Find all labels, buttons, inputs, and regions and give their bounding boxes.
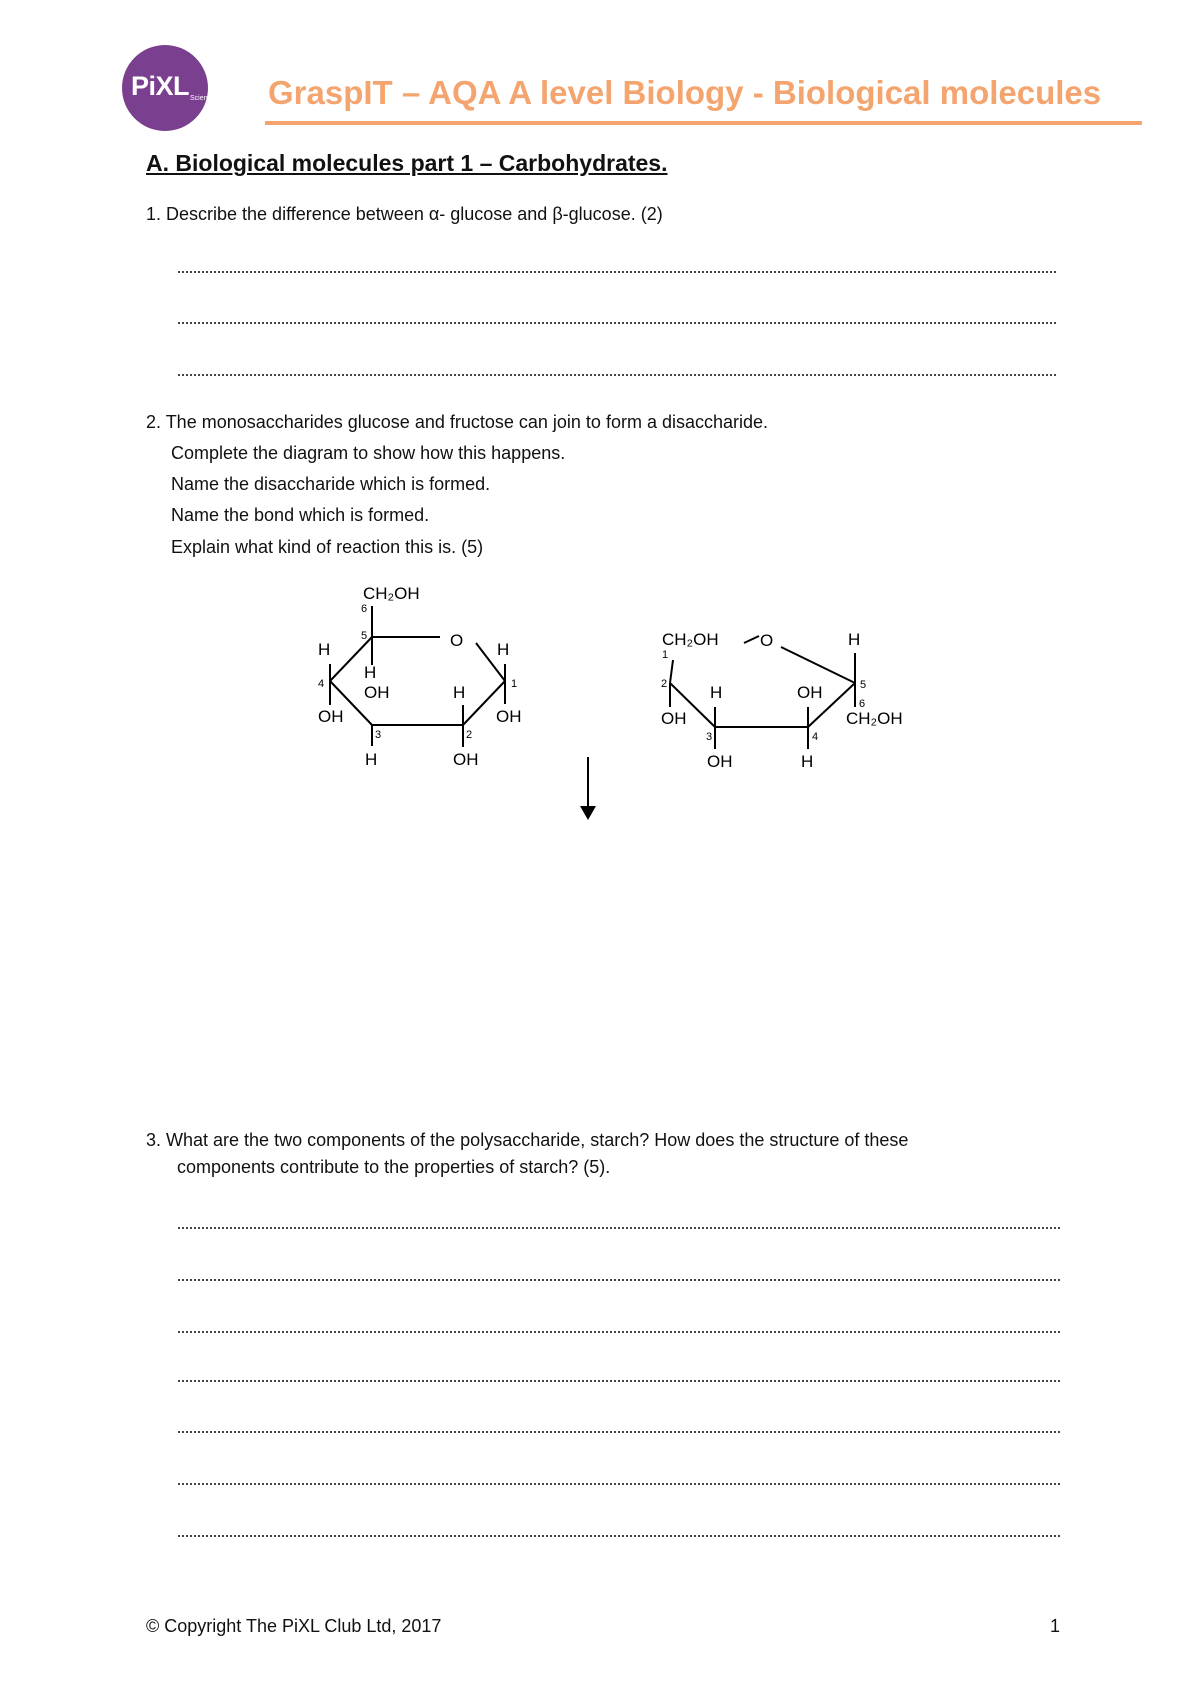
glucose-carbon-4: 4 xyxy=(318,678,325,690)
glucose-oh-c3: OH xyxy=(364,683,390,702)
page-number: 1 xyxy=(1050,1616,1061,1636)
question-1: 1. Describe the difference between α- glucose and β-glucose. (2) xyxy=(146,204,663,224)
glucose-h-c1: H xyxy=(497,640,510,659)
section-heading: A. Biological molecules part 1 – Carbohydrates. xyxy=(146,150,668,176)
glucose-oh-c4: OH xyxy=(318,707,344,726)
answer-line[interactable] xyxy=(178,1227,1060,1229)
glucose-carbon-5: 5 xyxy=(361,630,368,642)
question-2-instruction: Complete the diagram to show how this happens. xyxy=(171,443,566,463)
glucose-oh-c1: OH xyxy=(496,707,522,726)
fructose-carbon-6: 6 xyxy=(859,698,866,710)
fructose-oh-c3: OH xyxy=(707,752,733,771)
fructose-carbon-1: 1 xyxy=(662,649,669,661)
fructose-h-c3: H xyxy=(710,683,723,702)
fructose-h-c4: H xyxy=(801,752,814,771)
answer-line[interactable] xyxy=(178,322,1056,324)
fructose-carbon-5: 5 xyxy=(860,679,867,691)
glucose-carbon-2: 2 xyxy=(466,729,473,741)
answer-line[interactable] xyxy=(178,1279,1060,1281)
glucose-ch2oh: CH₂OH xyxy=(363,584,420,603)
answer-line[interactable] xyxy=(178,1483,1060,1485)
question-3-continued: components contribute to the properties of starch? (5). xyxy=(177,1157,611,1177)
logo-subtext: Science xyxy=(190,95,215,102)
logo-text: PiXL xyxy=(131,71,190,101)
glucose-h-c2: H xyxy=(453,683,466,702)
glucose-carbon-6: 6 xyxy=(361,603,368,615)
question-2-instruction: Name the bond which is formed. xyxy=(171,505,430,525)
fructose-carbon-3: 3 xyxy=(706,731,713,743)
glucose-oh-c2: OH xyxy=(453,750,479,769)
glucose-h-c3: H xyxy=(365,750,378,769)
fructose-carbon-4: 4 xyxy=(812,731,819,743)
answer-line[interactable] xyxy=(178,1331,1060,1333)
arrow-down-icon xyxy=(580,806,596,820)
answer-line[interactable] xyxy=(178,271,1056,273)
fructose-carbon-2: 2 xyxy=(661,678,668,690)
answer-line[interactable] xyxy=(178,1535,1060,1537)
answer-line[interactable] xyxy=(178,1380,1060,1382)
answer-line[interactable] xyxy=(178,374,1056,376)
answer-line[interactable] xyxy=(178,1431,1060,1433)
glucose-ring-oxygen: O xyxy=(450,631,464,650)
fructose-oh-c4: OH xyxy=(797,683,823,702)
pixl-logo xyxy=(122,45,215,131)
glucose-h-c5: H xyxy=(364,663,377,682)
question-2-instruction: Name the disaccharide which is formed. xyxy=(171,474,491,494)
glucose-h-c4: H xyxy=(318,640,331,659)
fructose-oh-c2: OH xyxy=(661,709,687,728)
question-3: 3. What are the two components of the polysaccharide, starch? How does the structure of these xyxy=(146,1130,909,1150)
fructose-ring-oxygen: O xyxy=(760,631,774,650)
glucose-carbon-1: 1 xyxy=(511,678,518,690)
page-title: GraspIT – AQA A level Biology - Biological molecules xyxy=(268,74,1102,111)
question-2: 2. The monosaccharides glucose and fructose can join to form a disaccharide. xyxy=(146,412,769,432)
fructose-ch2oh-c1: CH₂OH xyxy=(662,630,719,649)
fructose-ch2oh-c6: CH₂OH xyxy=(846,709,903,728)
fructose-h-c5: H xyxy=(848,630,861,649)
header-divider xyxy=(265,121,1142,125)
question-2-instruction: Explain what kind of reaction this is. (5) xyxy=(171,537,484,557)
footer-copyright: © Copyright The PiXL Club Ltd, 2017 xyxy=(146,1616,442,1636)
glucose-carbon-3: 3 xyxy=(375,729,382,741)
glucose-fructose-diagram xyxy=(300,575,940,835)
